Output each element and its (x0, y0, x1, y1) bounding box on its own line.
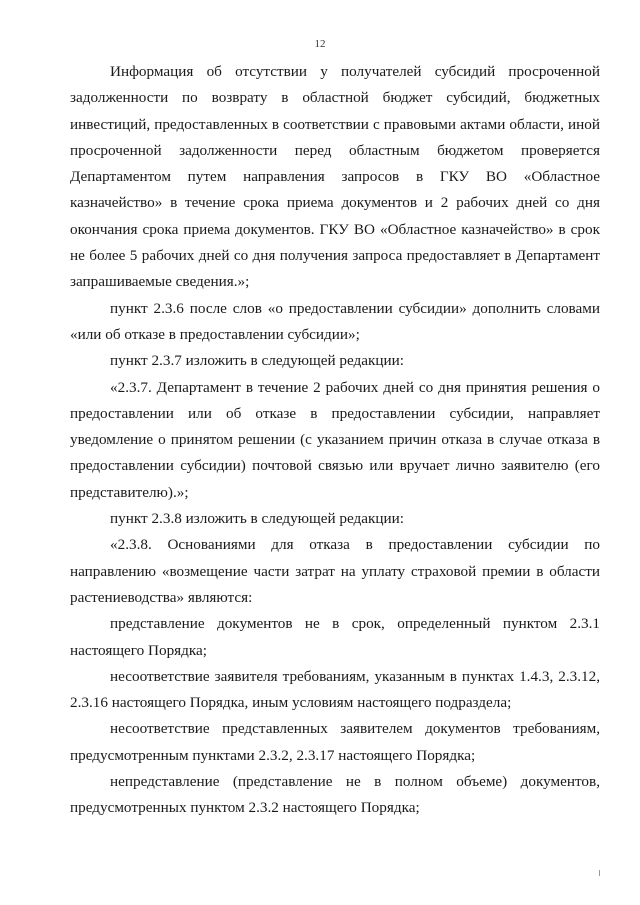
paragraph-item-2-3-6: пункт 2.3.6 после слов «о предоставлении субсидии» дополнить словами «или об отказе в предоставлении субсидии»; (70, 299, 600, 343)
page-number: 12 (314, 38, 326, 50)
paragraph-item-2-3-8-text: «2.3.8. Основаниями для отказа в предоставлении субсидии по направлению «возмещение части затрат на уплату страховой премии в области растениеводства» являются: (70, 536, 600, 606)
scan-artifact-mark (599, 870, 600, 876)
paragraph-item-2-3-7-text: «2.3.7. Департамент в течение 2 рабочих дней со дня принятия решения о предоставлении или об отказе в предоставлении субсидии, направляет уведомление о принятом решении (с указанием причин отказа в случае отказа в предоставлении субсидии) почтовой связью или вручает лично заявителю (его представителю).»; (70, 378, 600, 501)
paragraph-item-2-3-7-intro: пункт 2.3.7 изложить в следующей редакции: (110, 352, 404, 370)
paragraph-item-2-3-8-intro: пункт 2.3.8 изложить в следующей редакции: (110, 510, 404, 528)
paragraph-information-on-debt: Информация об отсутствии у получателей субсидий просроченной задолженности по возврату в областной бюджет субсидий, бюджетных инвестиций, предоставленных в соответствии с правовыми актами области, иной просроченной задолженности перед областным бюджетом проверяется Департаментом путем направления запросов в ГКУ ВО «Областное казначейство» в течение срока приема документов и 2 рабочих дней со дня окончания срока приема документов. ГКУ ВО «Областное казначейство» в срок не более 5 рабочих дней со дня получения запроса предоставляет в Департамент запрашиваемые сведения.»; (70, 63, 600, 291)
document-body (70, 59, 600, 822)
paragraph-refusal-reason-3: несоответствие представленных заявителем документов требованиям, предусмотренным пунктами 2.3.2, 2.3.17 настоящего Порядка; (70, 720, 600, 764)
paragraph-refusal-reason-2: несоответствие заявителя требованиям, указанным в пунктах 1.4.3, 2.3.12, 2.3.16 настоящего Порядка, иным условиям настоящего подраздела; (70, 667, 600, 712)
paragraph-refusal-reason-1: представление документов не в срок, определенный пунктом 2.3.1 настоящего Порядка; (70, 615, 600, 659)
paragraph-refusal-reason-4: непредставление (представление не в полном объеме) документов, предусмотренных пунктом 2.3.2 настоящего Порядка; (70, 773, 600, 817)
